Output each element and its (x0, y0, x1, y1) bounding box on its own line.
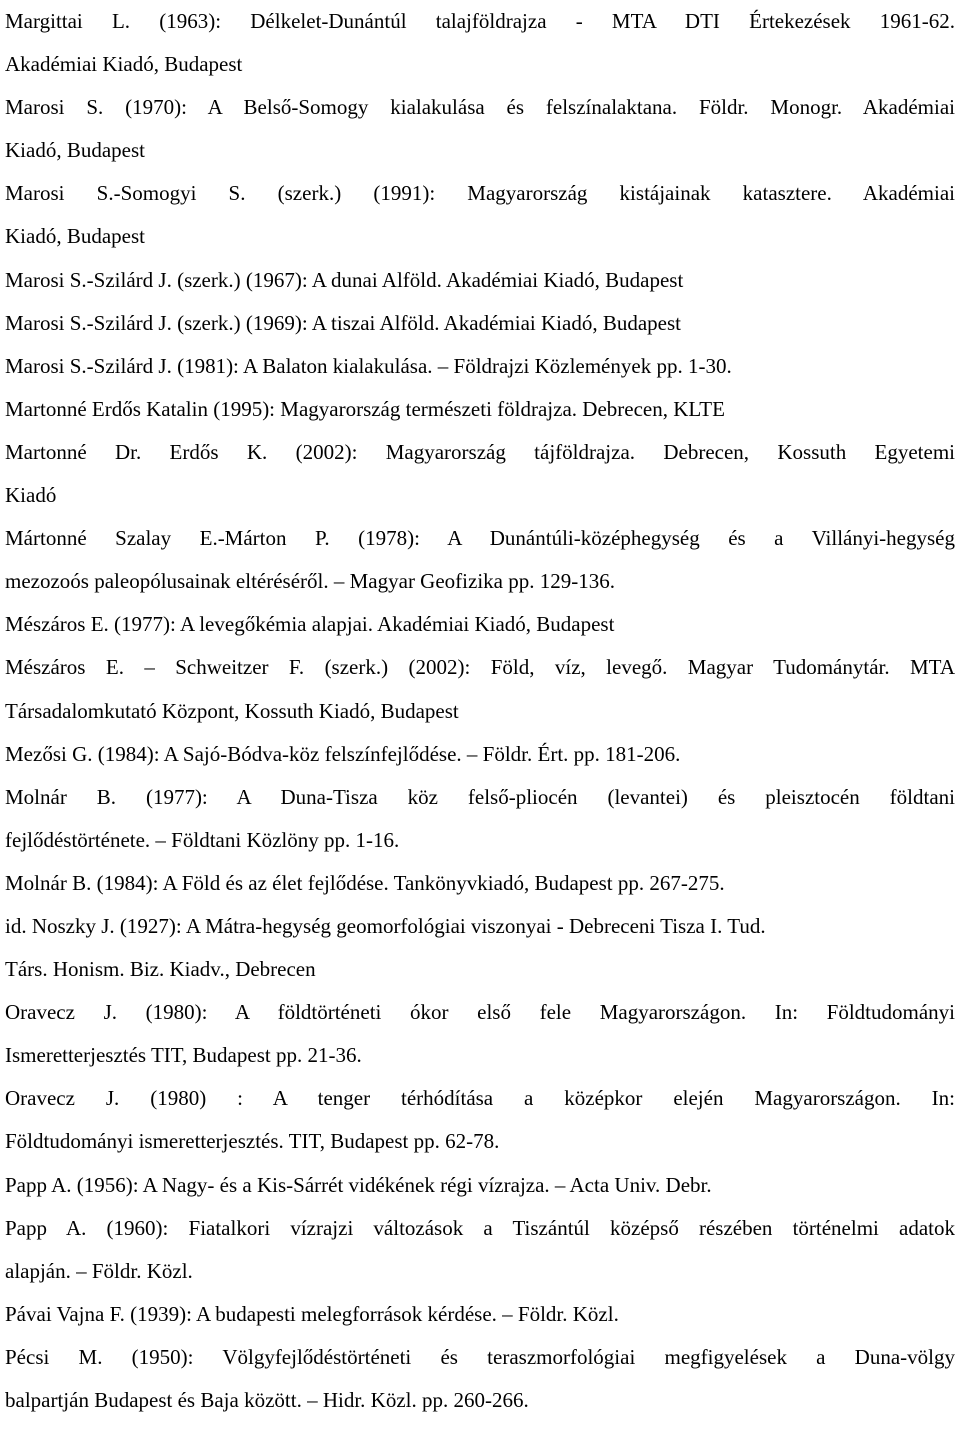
reference-line: Marosi S.-Somogyi S. (szerk.) (1991): Magyarország kistájainak katasztere. Akadémiai (5, 181, 955, 206)
reference-list (5, 0, 955, 1422)
reference-entry (5, 1207, 955, 1293)
reference-line: Társ. Honism. Biz. Kiadv., Debrecen (5, 957, 316, 982)
reference-entry (5, 172, 955, 258)
reference-entry (5, 259, 955, 302)
reference-line: alapján. – Földr. Közl. (5, 1258, 193, 1283)
reference-line: Mészáros E. (1977): A levegőkémia alapjai. Akadémiai Kiadó, Budapest (5, 612, 615, 637)
reference-line: Kiadó (5, 483, 57, 508)
reference-entry (5, 646, 955, 732)
reference-line: Kiadó, Budapest (5, 138, 145, 163)
reference-entry (5, 1336, 955, 1422)
reference-line: Marosi S.-Szilárd J. (1981): A Balaton kialakulása. – Földrajzi Közlemények pp. 1-30. (5, 353, 732, 378)
reference-line: Mezősi G. (1984): A Sajó-Bódva-köz felszínfejlődése. – Földr. Ért. pp. 181-206. (5, 741, 681, 766)
reference-entry (5, 991, 955, 1077)
reference-line: Martonné Erdős Katalin (1995): Magyarország természeti földrajza. Debrecen, KLTE (5, 396, 725, 421)
reference-line: Margittai L. (1963): Délkelet-Dunántúl talajföldrajza - MTA DTI Értekezések 1961-62. (5, 9, 955, 33)
reference-entry (5, 388, 955, 431)
reference-entry (5, 0, 955, 86)
reference-entry (5, 1293, 955, 1336)
reference-line: Ismeretterjesztés TIT, Budapest pp. 21-36. (5, 1043, 362, 1068)
reference-entry (5, 603, 955, 646)
reference-line: Papp A. (1960): Fiatalkori vízrajzi változások a Tiszántúl középső részében történelmi adatok (5, 1215, 955, 1240)
reference-entry (5, 1077, 955, 1163)
reference-line: Molnár B. (1984): A Föld és az élet fejlődése. Tankönyvkiadó, Budapest pp. 267-275. (5, 870, 725, 895)
reference-line: Akadémiai Kiadó, Budapest (5, 52, 243, 77)
reference-line: Mészáros E. – Schweitzer F. (szerk.) (2002): Föld, víz, levegő. Magyar Tudománytár. MTA (5, 655, 955, 680)
reference-line: Kiadó, Budapest (5, 224, 145, 249)
reference-entry (5, 1164, 955, 1207)
reference-entry (5, 517, 955, 603)
reference-entry (5, 345, 955, 388)
reference-line: Pávai Vajna F. (1939): A budapesti melegforrások kérdése. – Földr. Közl. (5, 1301, 619, 1326)
reference-entry (5, 862, 955, 905)
reference-line: Martonné Dr. Erdős K. (2002): Magyarország tájföldrajza. Debrecen, Kossuth Egyetemi (5, 439, 955, 464)
reference-entry (5, 733, 955, 776)
reference-line: id. Noszky J. (1927): A Mátra-hegység geomorfológiai viszonyai - Debreceni Tisza I. Tud. (5, 913, 766, 938)
reference-line: Társadalomkutató Központ, Kossuth Kiadó, Budapest (5, 698, 459, 723)
reference-line: Molnár B. (1977): A Duna-Tisza köz felső-pliocén (levantei) és pleisztocén földtani (5, 784, 955, 809)
reference-entry (5, 302, 955, 345)
reference-line: fejlődéstörténete. – Földtani Közlöny pp. 1-16. (5, 827, 400, 852)
reference-entry (5, 905, 955, 991)
reference-line: Oravecz J. (1980): A földtörténeti ókor első fele Magyarországon. In: Földtudományi (5, 1000, 955, 1025)
reference-line: Pécsi M. (1950): Völgyfejlődéstörténeti és teraszmorfológiai megfigyelések a Duna-völgy (5, 1344, 955, 1369)
reference-line: Marosi S. (1970): A Belső-Somogy kialakulása és felszínalaktana. Földr. Monogr. Akadémiai (5, 95, 955, 120)
reference-line: Papp A. (1956): A Nagy- és a Kis-Sárrét vidékének régi vízrajza. – Acta Univ. Debr. (5, 1172, 712, 1197)
reference-line: balpartján Budapest és Baja között. – Hidr. Közl. pp. 260-266. (5, 1388, 529, 1412)
reference-line: mezozoós paleopólusainak eltéréséről. – Magyar Geofizika pp. 129-136. (5, 569, 615, 594)
reference-line: Földtudományi ismeretterjesztés. TIT, Budapest pp. 62-78. (5, 1129, 500, 1154)
reference-entry (5, 86, 955, 172)
reference-entry (5, 776, 955, 862)
reference-line: Marosi S.-Szilárd J. (szerk.) (1969): A tiszai Alföld. Akadémiai Kiadó, Budapest (5, 310, 681, 335)
reference-line: Oravecz J. (1980) : A tenger térhódítása a középkor elején Magyarországon. In: (5, 1086, 955, 1111)
reference-line: Marosi S.-Szilárd J. (szerk.) (1967): A dunai Alföld. Akadémiai Kiadó, Budapest (5, 267, 684, 292)
reference-entry (5, 431, 955, 517)
reference-line: Mártonné Szalay E.-Márton P. (1978): A Dunántúli-középhegység és a Villányi-hegység (5, 526, 955, 551)
